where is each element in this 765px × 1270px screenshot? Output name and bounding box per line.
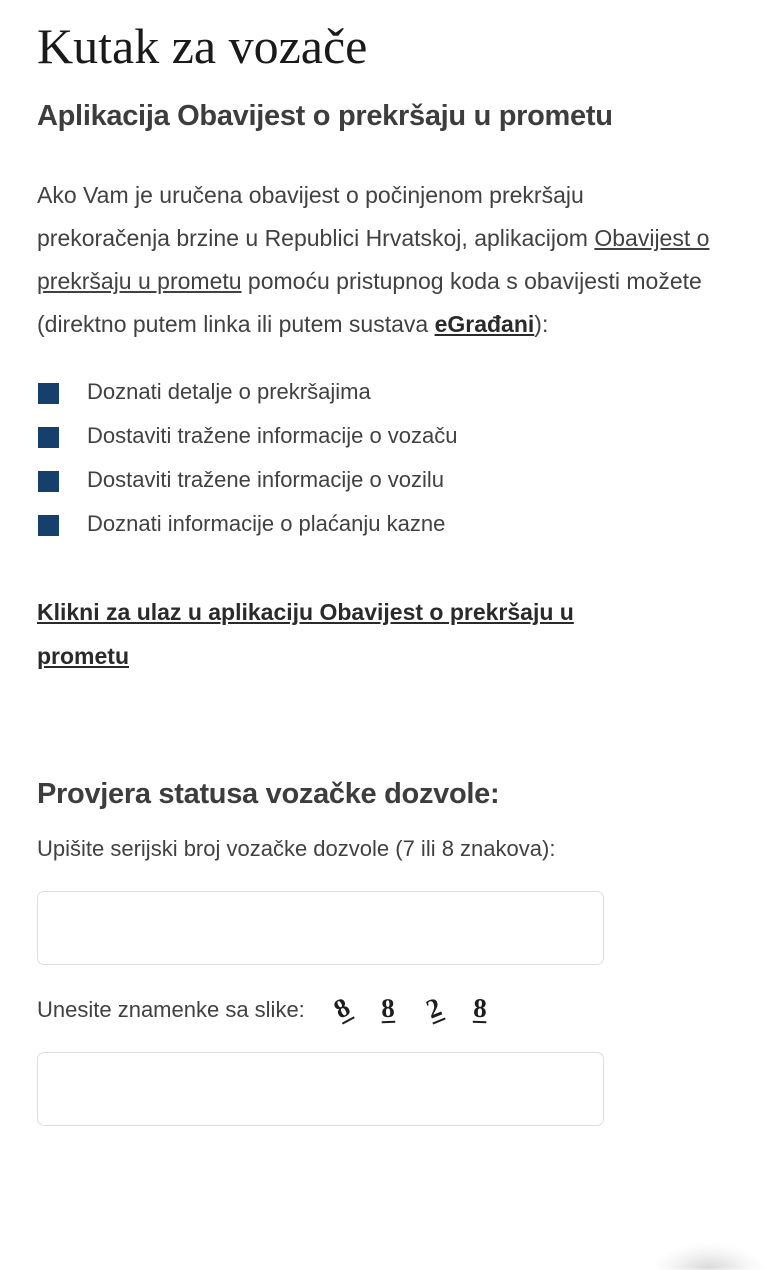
list-item-label: Dostaviti tražene informacije o vozaču bbox=[87, 423, 458, 448]
link-obavijest-o-prekrsaju-u-prometu[interactable]: Obavijest o prekršaju u prometu bbox=[37, 225, 710, 294]
intro-text-part-3: ): bbox=[534, 311, 549, 337]
captcha-digit: 2 bbox=[421, 991, 446, 1025]
captcha-label: Unesite znamenke sa slike: bbox=[37, 997, 305, 1022]
captcha-image bbox=[319, 993, 503, 1024]
list-item-label: Dostaviti tražene informacije o vozilu bbox=[87, 467, 445, 492]
captcha-input[interactable] bbox=[37, 1052, 604, 1126]
captcha-digit: 8 bbox=[472, 992, 488, 1024]
list-item bbox=[37, 414, 737, 458]
list-item-label: Doznati detalje o prekršajima bbox=[87, 379, 371, 404]
feature-list bbox=[37, 346, 737, 546]
serial-number-input[interactable] bbox=[37, 891, 604, 965]
list-item bbox=[37, 502, 737, 546]
list-item-label: Doznati informacije o plaćanju kazne bbox=[87, 511, 446, 536]
licence-check-heading: Provjera statusa vozačke dozvole: bbox=[37, 778, 500, 810]
list-item bbox=[37, 370, 737, 414]
application-subtitle: Aplikacija Obavijest o prekršaju u prometu bbox=[37, 100, 613, 132]
captcha-digit: 8 bbox=[328, 991, 355, 1025]
application-entry-link[interactable]: Klikni za ulaz u aplikaciju Obavijest o prekršaju u prometu bbox=[37, 599, 574, 669]
intro-paragraph bbox=[37, 134, 713, 346]
link-egradani[interactable]: eGrađani bbox=[434, 311, 535, 337]
page-content bbox=[37, 0, 737, 1126]
captcha-row bbox=[37, 965, 737, 1025]
offscreen-button-shadow bbox=[654, 1244, 764, 1270]
serial-number-label: Upišite serijski broj vozačke dozvole (7 ili 8 znakova): bbox=[37, 836, 556, 861]
page-title: Kutak za vozače bbox=[37, 18, 368, 74]
intro-text-part-1: Ako Vam je uručena obavijest o počinjenom prekršaju prekoračenja brzine u Republici Hrvatskoj, aplikacijom bbox=[37, 182, 595, 251]
list-item bbox=[37, 458, 737, 502]
intro-text-part-2: pomoću pristupnog koda s obavijesti možete (direktno putem linka ili putem sustava bbox=[37, 268, 702, 337]
captcha-digit: 8 bbox=[380, 992, 396, 1024]
